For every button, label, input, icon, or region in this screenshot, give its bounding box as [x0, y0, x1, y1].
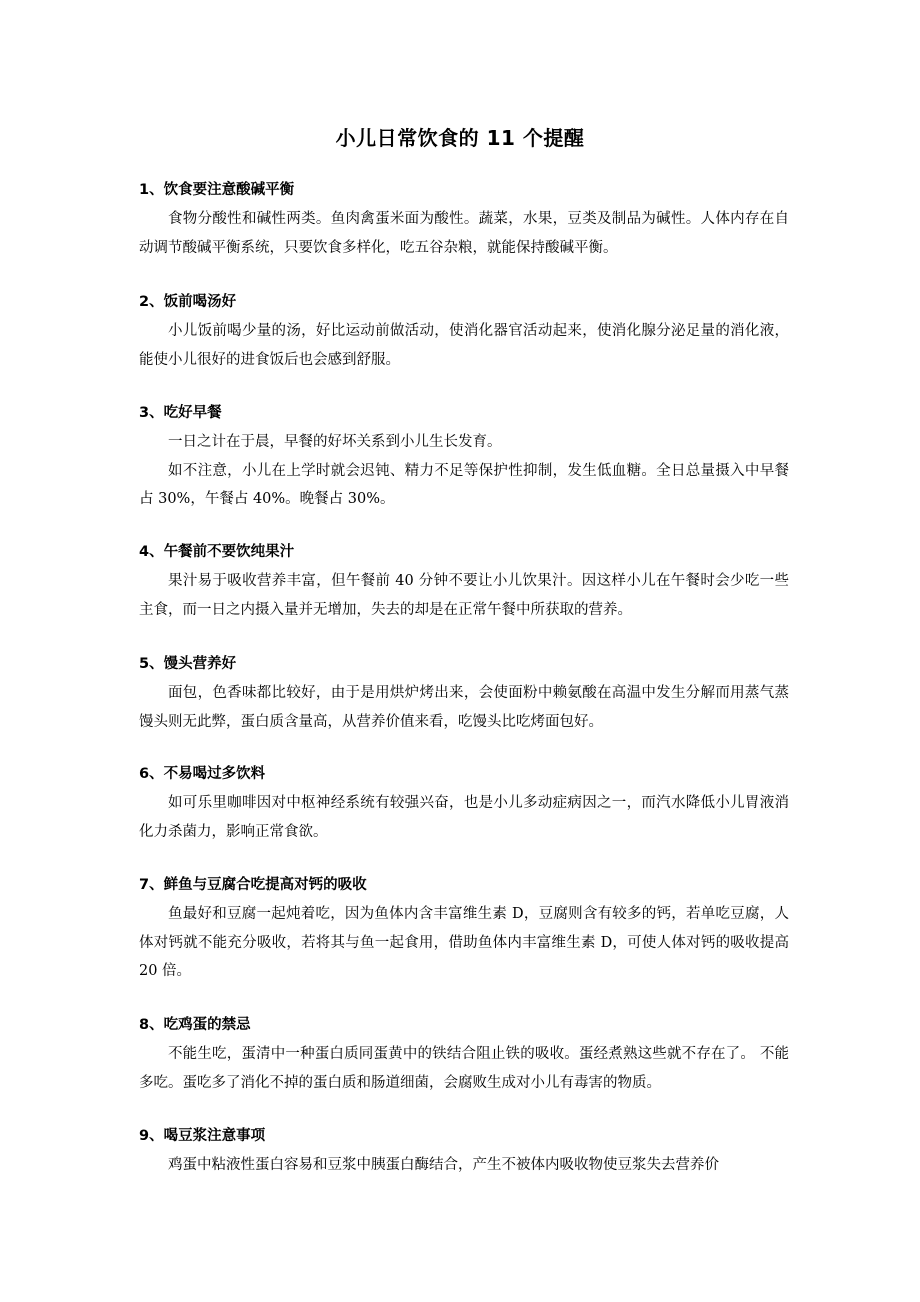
section-3	[139, 399, 789, 514]
section-8	[139, 1011, 789, 1097]
section-paragraph: 小儿饭前喝少量的汤，好比运动前做活动，使消化器官活动起来，使消化腺分泌足量的消化液，能使小儿很好的进食饭后也会感到舒服。	[139, 323, 789, 368]
section-heading: 9、喝豆浆注意事项	[139, 1128, 266, 1144]
section-heading: 4、午餐前不要饮纯果汁	[139, 544, 295, 560]
section-paragraph: 不能生吃，蛋清中一种蛋白质同蛋黄中的铁结合阻止铁的吸收。蛋经煮熟这些就不存在了。 不能多吃。蛋吃多了消化不掉的蛋白质和肠道细菌，会腐败生成对小儿有毒害的物质。	[139, 1046, 789, 1091]
section-heading: 7、鲜鱼与豆腐合吃提高对钙的吸收	[139, 877, 367, 893]
section-heading: 1、饮食要注意酸碱平衡	[139, 182, 295, 198]
section-9	[139, 1122, 789, 1180]
section-paragraph: 面包，色香味都比较好，由于是用烘炉烤出来，会使面粉中赖氨酸在高温中发生分解而用蒸气蒸馒头则无此弊，蛋白质含量高，从营养价值来看，吃馒头比吃烤面包好。	[139, 685, 789, 730]
section-1	[139, 176, 789, 262]
section-paragraph: 一日之计在于晨，早餐的好坏关系到小儿生长发育。	[168, 434, 502, 450]
section-heading: 5、馒头营养好	[139, 656, 237, 672]
section-2	[139, 288, 789, 374]
section-heading: 8、吃鸡蛋的禁忌	[139, 1017, 251, 1033]
section-paragraph: 如不注意，小儿在上学时就会迟钝、精力不足等保护性抑制，发生低血糖。全日总量摄入中早餐占 30%，午餐占 40%。晚餐占 30%。	[139, 462, 789, 507]
section-paragraph: 食物分酸性和碱性两类。鱼肉禽蛋米面为酸性。蔬菜，水果，豆类及制品为碱性。人体内存在自动调节酸碱平衡系统，只要饮食多样化，吃五谷杂粮，就能保持酸碱平衡。	[139, 211, 789, 256]
section-7	[139, 871, 789, 986]
section-5	[139, 650, 789, 736]
section-heading: 2、饭前喝汤好	[139, 294, 237, 310]
document-title: 小儿日常饮食的 11 个提醒	[335, 126, 585, 150]
section-heading: 3、吃好早餐	[139, 405, 222, 421]
section-heading: 6、不易喝过多饮料	[139, 766, 266, 782]
section-paragraph: 鱼最好和豆腐一起炖着吃，因为鱼体内含丰富维生素 D，豆腐则含有较多的钙，若单吃豆腐，人体对钙就不能充分吸收，若将其与鱼一起食用，借助鱼体内丰富维生素 D，可使人体对钙的吸收提高 20 倍。	[139, 906, 789, 979]
section-4	[139, 538, 789, 624]
section-6	[139, 760, 789, 846]
section-paragraph: 如可乐里咖啡因对中枢神经系统有较强兴奋，也是小儿多动症病因之一，而汽水降低小儿胃液消化力杀菌力，影响正常食欲。	[139, 795, 789, 840]
section-paragraph: 果汁易于吸收营养丰富，但午餐前 40 分钟不要让小儿饮果汁。因这样小儿在午餐时会少吃一些主食，而一日之内摄入量并无增加，失去的却是在正常午餐中所获取的营养。	[139, 573, 789, 618]
section-paragraph: 鸡蛋中粘液性蛋白容易和豆浆中胰蛋白酶结合，产生不被体内吸收物使豆浆失去营养价	[168, 1157, 719, 1173]
